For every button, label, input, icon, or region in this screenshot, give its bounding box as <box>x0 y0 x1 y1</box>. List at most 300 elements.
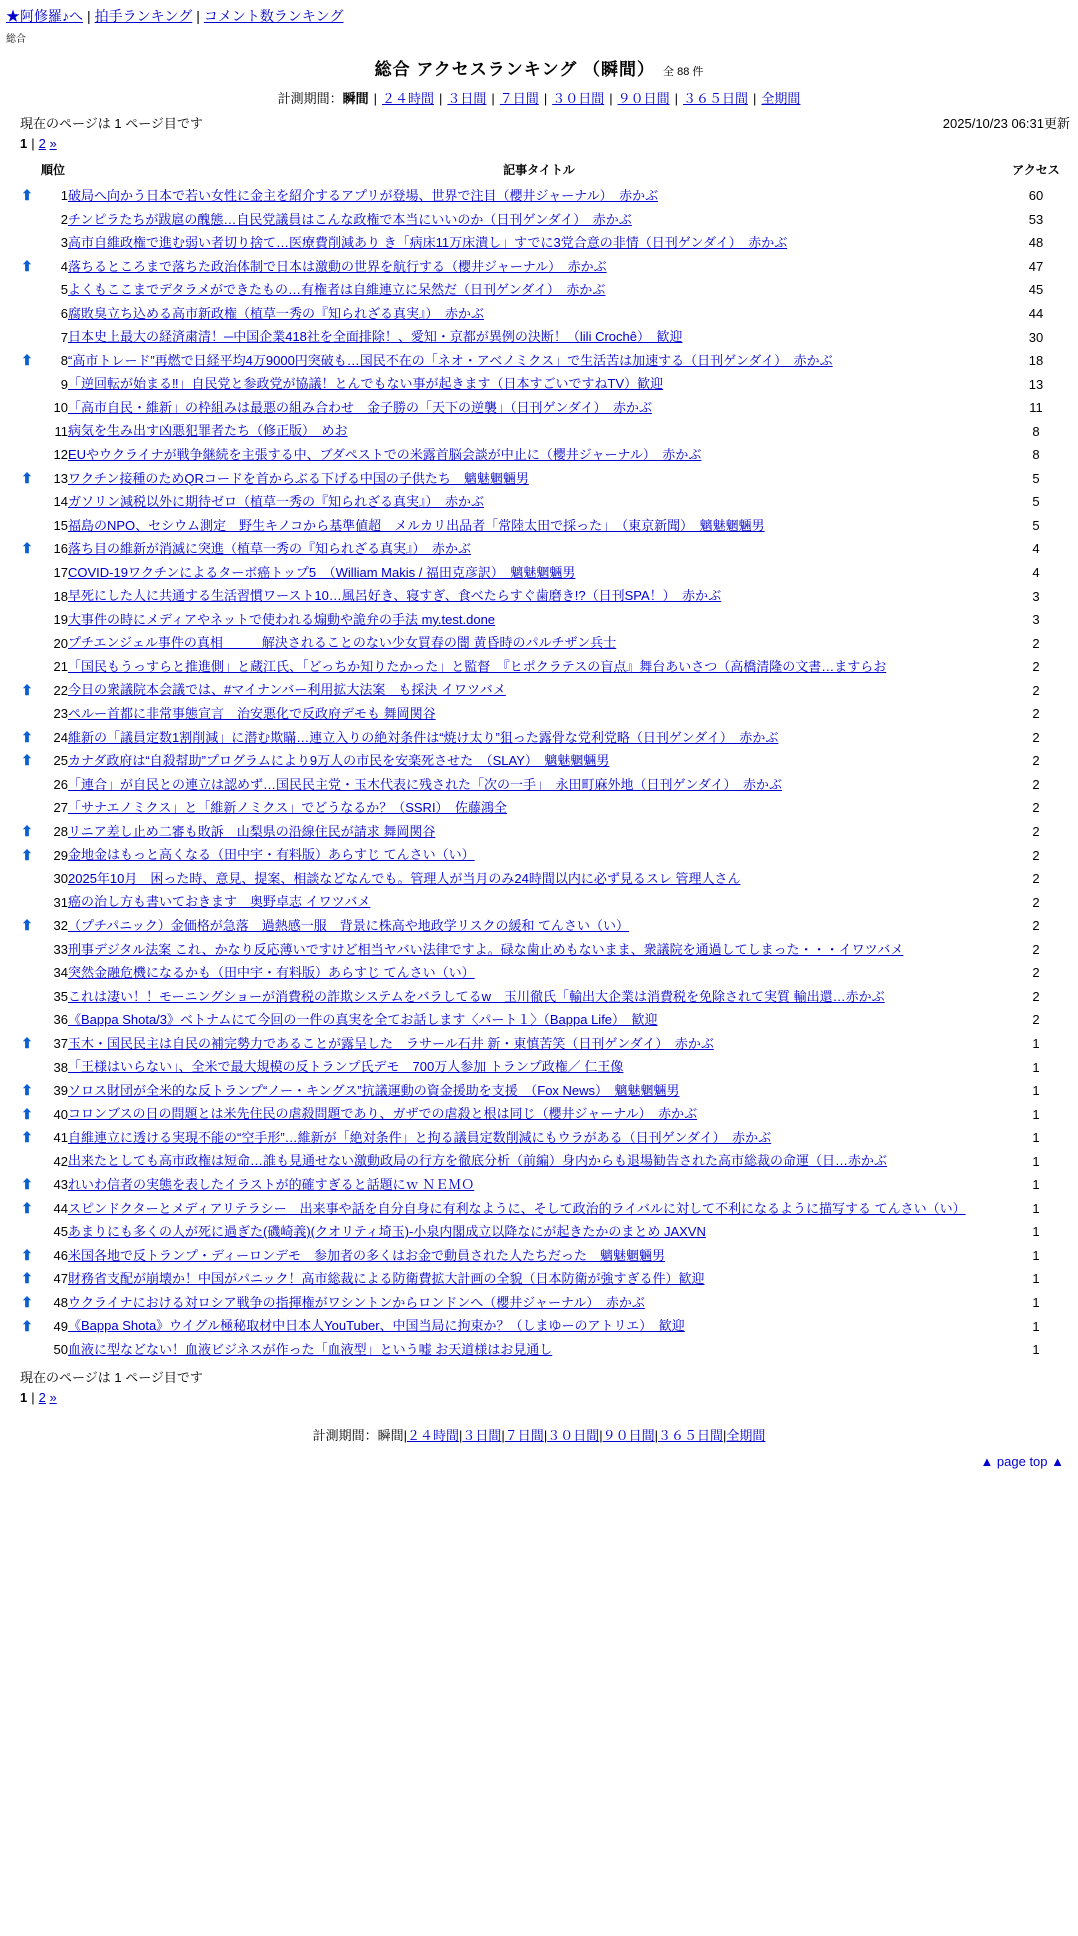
row-rank: 28 <box>53 824 68 840</box>
table-row <box>16 938 1062 962</box>
article-link[interactable]: よくもここまでデタラメができたもの…有権者は自維連立に呆然だ（日刊ゲンダイ） 赤かぶ <box>68 282 606 298</box>
article-link[interactable]: リニア差し止め二審も敗訴 山梨県の沿線住民が請求 舞岡関谷 <box>68 823 436 839</box>
row-access-count: 8 <box>1032 447 1040 463</box>
period-30d-bottom[interactable]: ３０日間 <box>547 1428 600 1444</box>
row-title-cell <box>68 584 1010 608</box>
row-rank: 33 <box>53 941 68 957</box>
pager-sep-top: | <box>31 136 35 151</box>
table-row <box>16 1102 1062 1126</box>
article-link[interactable]: 財務省支配が崩壊か！中国がパニック！高市総裁による防衛費拡大計画の全貌（日本防衛が強すぎる件）歓迎 <box>68 1271 705 1287</box>
row-title-cell <box>68 1291 1010 1315</box>
trend-none-icon <box>16 1008 38 1032</box>
table-row <box>16 1291 1062 1315</box>
table-row <box>16 1197 1062 1221</box>
trend-none-icon <box>16 1149 38 1173</box>
row-rank: 8 <box>60 353 68 369</box>
row-rank: 49 <box>53 1318 68 1334</box>
trend-none-icon <box>16 514 38 538</box>
row-title-cell <box>68 208 1010 232</box>
row-access-count: 2 <box>1032 918 1040 934</box>
table-row <box>16 325 1062 349</box>
period-sep-2: | <box>439 91 443 106</box>
row-title-cell <box>68 726 1010 750</box>
article-link[interactable]: スピンドクターとメディアリテラシー 出来事や話を自分自身に有利なように、そして政治的ライバルに対して不利になるように描写する てんさい（い） <box>68 1200 966 1216</box>
row-rank: 39 <box>53 1083 68 1099</box>
row-rank: 15 <box>53 517 68 533</box>
row-title-cell <box>68 419 1010 443</box>
article-link[interactable]: （プチパニック）金価格が急落 過熱感一服 背景に株高や地政学リスクの緩和 てんさい（い） <box>68 917 630 933</box>
row-access-count: 2 <box>1032 965 1040 981</box>
table-row <box>16 231 1062 255</box>
article-link[interactable]: “高市トレード”再燃で日経平均4万9000円突破も…国民不在の「ネオ・アベノミクス」で生活苦は加速する（日刊ゲンダイ） 赤かぶ <box>68 352 833 368</box>
row-access-count: 2 <box>1032 682 1040 698</box>
row-rank: 42 <box>53 1153 68 1169</box>
row-rank: 3 <box>60 235 68 251</box>
pager-page-1-bottom: 1 <box>20 1390 28 1406</box>
row-title-cell <box>68 514 1010 538</box>
trend-up-icon: ⬆ <box>21 1270 33 1287</box>
row-title-cell <box>68 938 1010 962</box>
row-title-cell <box>68 537 1010 561</box>
row-rank: 17 <box>53 565 68 581</box>
table-row <box>16 773 1062 797</box>
trend-none-icon <box>16 396 38 420</box>
table-row <box>16 985 1062 1009</box>
col-access: アクセス <box>1012 163 1060 178</box>
row-title-cell <box>68 890 1010 914</box>
row-rank: 18 <box>53 588 68 604</box>
row-access-count: 1 <box>1032 1247 1040 1263</box>
article-link[interactable]: 2025年10月 困った時、意見、提案、相談などなんでも。管理人が当月のみ24時間以内に必ず見るスレ 管理人さん <box>68 870 741 886</box>
row-title-cell <box>68 961 1010 985</box>
table-row <box>16 396 1062 420</box>
trend-none-icon <box>16 302 38 326</box>
trend-none-icon <box>16 631 38 655</box>
row-access-count: 2 <box>1032 729 1040 745</box>
table-row <box>16 278 1062 302</box>
trend-none-icon <box>16 372 38 396</box>
table-row <box>16 890 1062 914</box>
article-link[interactable]: 病気を生み出す凶悪犯罪者たち（修正版） めお <box>68 423 348 439</box>
table-row <box>16 726 1062 750</box>
row-access-count: 47 <box>1028 258 1044 274</box>
table-row <box>16 678 1062 702</box>
table-row <box>16 208 1062 232</box>
period-all-bottom[interactable]: 全期間 <box>726 1428 766 1444</box>
row-access-count: 1 <box>1032 1083 1040 1099</box>
row-title-cell <box>68 608 1010 632</box>
trend-none-icon <box>16 278 38 302</box>
pager-sep-bottom: | <box>31 1390 35 1406</box>
page-top-link[interactable]: ▲ page top ▲ <box>980 1454 1064 1470</box>
table-row <box>16 1055 1062 1079</box>
period-sep-b5: | <box>599 1428 603 1444</box>
row-access-count: 11 <box>1029 400 1043 416</box>
row-access-count: 53 <box>1028 211 1044 227</box>
row-access-count: 2 <box>1032 659 1040 675</box>
table-row <box>16 537 1062 561</box>
row-rank: 11 <box>54 423 68 439</box>
table-row <box>16 1008 1062 1032</box>
row-access-count: 1 <box>1032 1177 1040 1193</box>
trend-up-icon: ⬆ <box>21 1082 33 1099</box>
row-rank: 50 <box>53 1342 68 1358</box>
row-rank: 10 <box>53 400 68 416</box>
trend-up-icon: ⬆ <box>21 540 33 557</box>
article-link[interactable]: 腐敗臭立ち込める高市新政権（植草一秀の『知られざる真実』） 赤かぶ <box>68 305 485 321</box>
last-updated: 2025/10/23 06:31更新 <box>942 116 1070 131</box>
period-sep-5: | <box>609 91 613 106</box>
table-row <box>16 1149 1062 1173</box>
row-title-cell <box>68 1267 1010 1291</box>
ranking-table-body <box>16 184 1062 1361</box>
period-3d-bottom[interactable]: ３日間 <box>462 1428 502 1444</box>
trend-up-icon: ⬆ <box>21 823 33 840</box>
article-link[interactable]: プチエンジェル事件の真相 解決されることのない少女買春の闇 黄昏時のパルチザン兵士 <box>68 635 617 651</box>
pager-page-1-top: 1 <box>20 136 28 151</box>
row-rank: 46 <box>53 1247 68 1263</box>
trend-none-icon <box>16 1220 38 1244</box>
row-access-count: 45 <box>1028 282 1044 298</box>
table-row <box>16 349 1062 373</box>
row-rank: 21 <box>53 659 68 675</box>
row-title-cell <box>68 1173 1010 1197</box>
article-link[interactable]: 自維連立に透ける実現不能の“空手形”…維新が「絶対条件」と拘る議員定数削減にもウラがある（日刊ゲンダイ） 赤かぶ <box>68 1129 772 1145</box>
row-access-count: 18 <box>1028 353 1044 369</box>
article-link[interactable]: 維新の「議員定数1割削減」に潜む欺瞞…連立入りの絶対条件は“焼け太り”狙った露骨な党利党略（日刊ゲンダイ） 赤かぶ <box>68 729 779 745</box>
article-link[interactable]: 癌の治し方も書いておきます 奥野卓志 イワツバメ <box>68 894 371 910</box>
article-link[interactable]: カナダ政府は“自殺幇助”プログラムにより9万人の市民を安楽死させた （SLAY） 魑魅魍魎男 <box>68 753 610 769</box>
article-link[interactable]: 血液に型などない！血液ビジネスが作った「血液型」という嘘 お天道様はお見通し <box>68 1341 553 1357</box>
row-rank: 9 <box>60 376 68 392</box>
pager-next-bottom[interactable]: » <box>49 1390 57 1406</box>
row-rank: 34 <box>53 965 68 981</box>
current-page-note-bottom: 現在のページは 1 ページ目です <box>20 1370 203 1386</box>
period-sep-6: | <box>674 91 679 106</box>
row-rank: 27 <box>53 800 68 816</box>
trend-none-icon <box>16 655 38 679</box>
row-title-cell <box>68 1220 1010 1244</box>
col-trend <box>16 159 38 184</box>
trend-up-icon: ⬆ <box>21 1293 33 1310</box>
row-title-cell <box>68 702 1010 726</box>
trend-none-icon <box>16 325 38 349</box>
period-label-top: 計測期間： <box>277 91 343 106</box>
link-comment-ranking[interactable]: コメント数ランキング <box>203 8 344 24</box>
row-title-cell <box>68 1338 1010 1362</box>
row-title-cell <box>68 631 1010 655</box>
table-row <box>16 843 1062 867</box>
current-page-note-top: 現在のページは 1 ページ目です <box>20 116 203 131</box>
trend-up-icon: ⬆ <box>21 1199 33 1216</box>
trend-none-icon <box>16 985 38 1009</box>
period-24h-top[interactable]: ２４時間 <box>381 91 434 106</box>
row-title-cell <box>68 843 1010 867</box>
trend-up-icon: ⬆ <box>21 681 33 698</box>
row-access-count: 1 <box>1032 1318 1040 1334</box>
article-link[interactable]: 破局へ向かう日本で若い女性に金主を紹介するアプリが登場、世界で注目（櫻井ジャーナル） 赤かぶ <box>68 188 659 203</box>
row-access-count: 5 <box>1032 494 1040 510</box>
row-access-count: 2 <box>1032 941 1040 957</box>
period-24h-bottom[interactable]: ２４時間 <box>406 1428 459 1444</box>
row-access-count: 5 <box>1032 517 1040 533</box>
trend-none-icon <box>16 443 38 467</box>
period-sep-b6: | <box>654 1428 659 1444</box>
table-row <box>16 914 1062 938</box>
table-row <box>16 1338 1062 1362</box>
period-sep-b1: | <box>403 1428 407 1444</box>
row-title-cell <box>68 184 1010 208</box>
period-90d-top[interactable]: ９０日間 <box>617 91 670 106</box>
row-access-count: 2 <box>1032 753 1040 769</box>
trend-up-icon: ⬆ <box>21 846 33 863</box>
trend-up-icon: ⬆ <box>21 1105 33 1122</box>
trend-none-icon <box>16 867 38 891</box>
row-rank: 43 <box>53 1177 68 1193</box>
row-title-cell <box>68 1314 1010 1338</box>
row-title-cell <box>68 231 1010 255</box>
row-access-count: 1 <box>1032 1130 1040 1146</box>
row-title-cell <box>68 1197 1010 1221</box>
row-rank: 13 <box>53 470 68 486</box>
row-rank: 14 <box>53 494 68 510</box>
trend-up-icon: ⬆ <box>21 1129 33 1146</box>
period-365d-bottom[interactable]: ３６５日間 <box>658 1428 724 1444</box>
row-title-cell <box>68 1244 1010 1268</box>
period-7d-bottom[interactable]: ７日間 <box>504 1428 544 1444</box>
row-title-cell <box>68 255 1010 279</box>
article-link[interactable]: 金地金はもっと高くなる（田中宇・有料版）あらすじ てんさい（い） <box>68 847 475 863</box>
article-link[interactable]: ワクチン接種のためQRコードを首からぶる下げる中国の子供たち 魑魅魍魎男 <box>68 470 529 486</box>
pager-page-2-bottom[interactable]: 2 <box>38 1390 46 1406</box>
period-sep-4: | <box>543 91 548 106</box>
row-access-count: 30 <box>1028 329 1044 345</box>
row-rank: 4 <box>60 258 68 274</box>
table-row <box>16 255 1062 279</box>
row-title-cell <box>68 678 1010 702</box>
row-title-cell <box>68 349 1010 373</box>
period-sep-7: | <box>753 91 757 106</box>
row-rank: 23 <box>53 706 68 722</box>
table-row <box>16 1220 1062 1244</box>
period-current-top: 瞬間 <box>342 91 369 106</box>
period-90d-bottom[interactable]: ９０日間 <box>602 1428 655 1444</box>
row-access-count: 2 <box>1032 1012 1040 1028</box>
period-sep-b7: | <box>723 1428 727 1444</box>
period-selector-top <box>0 88 1078 107</box>
trend-none-icon <box>16 490 38 514</box>
row-title-cell <box>68 325 1010 349</box>
row-access-count: 4 <box>1032 565 1040 581</box>
table-row <box>16 1032 1062 1056</box>
pager-top <box>0 132 1078 155</box>
article-link[interactable]: 今日の衆議院本会議では、#マイナンバー利用拡大法案 も採決 イワツバメ <box>68 682 506 698</box>
article-link[interactable]: 《Bappa Shota》ウイグル極秘取材中日本人YouTuber、中国当局に拘束か？（しまゆーのアトリエ） 歓迎 <box>68 1318 685 1334</box>
trend-up-icon: ⬆ <box>21 917 33 934</box>
article-link[interactable]: 早死にした人に共通する生活習慣ワースト10…風呂好き、寝すぎ、食べたらすぐ歯磨き!?（日刊SPA！） 赤かぶ <box>68 588 722 604</box>
trend-up-icon: ⬆ <box>21 1317 33 1334</box>
row-access-count: 48 <box>1028 235 1044 251</box>
row-title-cell <box>68 302 1010 326</box>
row-access-count: 2 <box>1032 706 1040 722</box>
row-title-cell <box>68 490 1010 514</box>
trend-up-icon: ⬆ <box>21 752 33 769</box>
article-link[interactable]: 「国民もうっすらと推進側」と蔵江氏、「どっちか知りたかった」と監督 『ヒポクラテスの盲点』舞台あいさつ（高橋清隆の文書…ますらお <box>68 658 887 674</box>
article-link[interactable]: 「逆回転が始まる‼」自民党と参政党が協議！とんでもない事が起きます（日本すごいですねTV）歓迎 <box>68 376 664 392</box>
row-title-cell <box>68 655 1010 679</box>
article-link[interactable]: ガソリン減税以外に期待ゼロ（植草一秀の『知られざる真実』） 赤かぶ <box>68 494 485 510</box>
period-sep-1: | <box>373 91 377 106</box>
table-row <box>16 514 1062 538</box>
row-access-count: 1 <box>1032 1342 1040 1358</box>
trend-none-icon <box>16 890 38 914</box>
period-selector-bottom <box>0 1425 1078 1444</box>
article-link[interactable]: COVID-19ワクチンによるターボ癌トップ5 （William Makis / 福田克彦訳） 魑魅魍魎男 <box>68 564 576 580</box>
row-access-count: 13 <box>1028 376 1044 392</box>
row-title-cell <box>68 467 1010 491</box>
row-access-count: 1 <box>1032 1153 1040 1169</box>
trend-none-icon <box>16 231 38 255</box>
breadcrumb: 総合 <box>6 34 26 45</box>
table-row <box>16 302 1062 326</box>
row-rank: 32 <box>53 918 68 934</box>
article-link[interactable]: あまりにも多くの人が死に過ぎた(磯崎義)(クオリティ埼玉)-小泉内閣成立以降なにが起きたかのまとめ JAXVN <box>68 1224 706 1240</box>
page-title: 総合 アクセスランキング （瞬間） <box>374 60 656 79</box>
trend-up-icon: ⬆ <box>21 352 33 369</box>
article-link[interactable]: 出来たとしても高市政権は短命…誰も見通せない激動政局の行方を徹底分析（前編）身内からも退場勧告された高市総裁の命運（日…赤かぶ <box>68 1153 888 1169</box>
trend-none-icon <box>16 1055 38 1079</box>
article-link[interactable]: チンピラたちが跋扈の醜態…自民党議員はこんな政権で本当にいいのか（日刊ゲンダイ） 赤かぶ <box>68 211 632 227</box>
article-link[interactable]: 落ちるところまで落ちた政治体制で日本は激動の世界を航行する（櫻井ジャーナル） 赤かぶ <box>68 258 607 274</box>
article-link[interactable]: EUやウクライナが戦争継続を主張する中、ブダペストでの米露首脳会談が中止に（櫻井ジャーナル） 赤かぶ <box>68 447 702 463</box>
article-link[interactable]: 玉木・国民民主は自民の補完勢力であることが露呈した ラサール石井 新・東慎苦笑（日刊ゲンダイ） 赤かぶ <box>68 1035 714 1051</box>
table-row <box>16 655 1062 679</box>
top-navigation <box>0 0 1078 28</box>
row-access-count: 5 <box>1032 470 1040 486</box>
ranking-table <box>16 159 1062 1361</box>
article-link[interactable]: 《Bappa Shota/3》ベトナムにて今回の一件の真実を全てお話します〈パート１〉（Bappa Life） 歓迎 <box>68 1012 658 1028</box>
period-365d-top[interactable]: ３６５日間 <box>683 91 749 106</box>
period-label-bottom: 計測期間： <box>312 1428 378 1444</box>
article-link[interactable]: れいわ信者の実態を表したイラストが的確すぎると話題にｗ ＮＥＭＯ <box>68 1176 475 1192</box>
trend-up-icon: ⬆ <box>21 1246 33 1263</box>
article-link[interactable]: 「連合」が自民との連立は認めず…国民民主党・玉木代表に残された「次の一手」 永田町麻外地（日刊ゲンダイ） 赤かぶ <box>68 776 782 792</box>
pager-next-top[interactable]: » <box>49 136 57 151</box>
period-all-top[interactable]: 全期間 <box>761 91 801 106</box>
row-access-count: 8 <box>1032 423 1040 439</box>
row-access-count: 1 <box>1032 1200 1040 1216</box>
period-7d-top[interactable]: ７日間 <box>499 91 539 106</box>
pager-page-2-top[interactable]: 2 <box>38 136 46 151</box>
article-link[interactable]: 大事件の時にメディアやネットで使われる煽動や詭弁の手法 my.test.done <box>68 611 496 627</box>
article-link[interactable]: 突然金融危機になるかも（田中宇・有料版）あらすじ てんさい（い） <box>68 965 475 981</box>
row-title-cell <box>68 443 1010 467</box>
row-rank: 24 <box>53 729 68 745</box>
period-current-bottom: 瞬間 <box>377 1428 404 1444</box>
link-asyura-home[interactable]: ★阿修羅♪へ <box>6 8 83 24</box>
nav-separator-2: | <box>196 8 200 24</box>
row-rank: 2 <box>60 211 68 227</box>
trend-none-icon <box>16 773 38 797</box>
row-access-count: 1 <box>1032 1059 1040 1075</box>
article-link[interactable]: 日本史上最大の経済粛清！─中国企業418社を全面排除！、愛知・京都が異例の決断！（lili Crochê） 歓迎 <box>68 329 683 345</box>
article-link[interactable]: 「王様はいらない」、全米で最大規模の反トランプ氏デモ 700万人参加 トランプ政権／ 仁王像 <box>68 1059 624 1075</box>
article-link[interactable]: 「高市自民・維新」の枠組みは最悪の組み合わせ 金子勝の「天下の逆襲」（日刊ゲンダイ） 赤かぶ <box>68 399 652 415</box>
row-access-count: 2 <box>1032 800 1040 816</box>
article-link[interactable]: 福島のNPO、セシウム測定 野生キノコから基準値超 メルカリ出品者「常陸太田で採った」 （東京新聞） 魑魅魍魎男 <box>68 517 765 533</box>
row-rank: 12 <box>53 447 68 463</box>
link-applause-ranking[interactable]: 拍手ランキング <box>94 8 193 24</box>
table-row <box>16 867 1062 891</box>
row-rank: 25 <box>53 753 68 769</box>
row-access-count: 2 <box>1032 635 1040 651</box>
article-link[interactable]: ペルー首都に非常事態宣言 治安悪化で反政府デモも 舞岡関谷 <box>68 706 436 722</box>
row-access-count: 2 <box>1032 988 1040 1004</box>
trend-up-icon: ⬆ <box>21 1034 33 1051</box>
row-rank: 45 <box>53 1224 68 1240</box>
row-access-count: 2 <box>1032 776 1040 792</box>
article-link[interactable]: ソロス財団が全米的な反トランプ“ノー・キングス”抗議運動の資金援助を支援 （Fox News） 魑魅魍魎男 <box>68 1082 680 1098</box>
row-title-cell <box>68 561 1010 585</box>
row-rank: 48 <box>53 1294 68 1310</box>
row-rank: 35 <box>53 988 68 1004</box>
table-row <box>16 184 1062 208</box>
row-title-cell <box>68 914 1010 938</box>
row-rank: 29 <box>53 847 68 863</box>
trend-up-icon: ⬆ <box>21 1176 33 1193</box>
period-sep-3: | <box>491 91 495 106</box>
article-link[interactable]: 刑事デジタル法案 これ、かなり反応薄いですけど相当ヤバい法律ですよ。碌な歯止めもないまま、衆議院を通過してしまった・・・イワツバメ <box>68 941 904 957</box>
row-rank: 1 <box>60 188 68 204</box>
row-rank: 19 <box>53 612 68 628</box>
table-row <box>16 443 1062 467</box>
period-3d-top[interactable]: ３日間 <box>447 91 487 106</box>
trend-none-icon <box>16 938 38 962</box>
page-title-block <box>0 55 1078 80</box>
article-link[interactable]: これは凄い！！モーニングショーが消費税の詐欺システムをバラしてるw 玉川徹氏「輸出大企業は消費税を免除されて実質 輸出還…赤かぶ <box>68 988 885 1004</box>
trend-none-icon <box>16 584 38 608</box>
row-rank: 37 <box>53 1035 68 1051</box>
article-link[interactable]: 米国各地で反トランプ・ディーロンデモ 参加者の多くはお金で動員された人たちだった 魑魅魍魎男 <box>68 1247 665 1263</box>
article-link[interactable]: コロンブスの日の問題とは米先住民の虐殺問題であり、ガザでの虐殺と根は同じ（櫻井ジャーナル） 赤かぶ <box>68 1106 698 1122</box>
trend-none-icon <box>16 796 38 820</box>
row-title-cell <box>68 1055 1010 1079</box>
table-row <box>16 1126 1062 1150</box>
row-title-cell <box>68 773 1010 797</box>
row-rank: 36 <box>53 1012 68 1028</box>
col-title: 記事タイトル <box>503 163 575 177</box>
table-row <box>16 749 1062 773</box>
trend-up-icon: ⬆ <box>21 187 33 204</box>
row-access-count: 3 <box>1032 612 1040 628</box>
row-title-cell <box>68 1008 1010 1032</box>
row-access-count: 2 <box>1032 847 1040 863</box>
row-rank: 22 <box>53 682 68 698</box>
article-link[interactable]: ウクライナにおける対ロシア戦争の指揮権がワシントンからロンドンへ（櫻井ジャーナル） 赤かぶ <box>68 1294 645 1310</box>
article-link[interactable]: 「サナエノミクス」と「維新ノミクス」でどうなるか？（SSRI） 佐藤鴻全 <box>68 800 508 816</box>
table-row <box>16 631 1062 655</box>
row-access-count: 1 <box>1032 1294 1040 1310</box>
row-title-cell <box>68 820 1010 844</box>
row-access-count: 2 <box>1032 824 1040 840</box>
article-link[interactable]: 落ち目の維新が消滅に突進（植草一秀の『知られざる真実』） 赤かぶ <box>68 541 472 557</box>
row-title-cell <box>68 867 1010 891</box>
table-row <box>16 372 1062 396</box>
trend-none-icon <box>16 702 38 726</box>
period-30d-top[interactable]: ３０日間 <box>552 91 605 106</box>
article-link[interactable]: 高市自維政権で進む弱い者切り捨て…医療費削減あり き「病床11万床潰し」すでに3党合意の非情（日刊ゲンダイ） 赤かぶ <box>68 235 788 251</box>
nav-separator-1: | <box>87 8 91 24</box>
